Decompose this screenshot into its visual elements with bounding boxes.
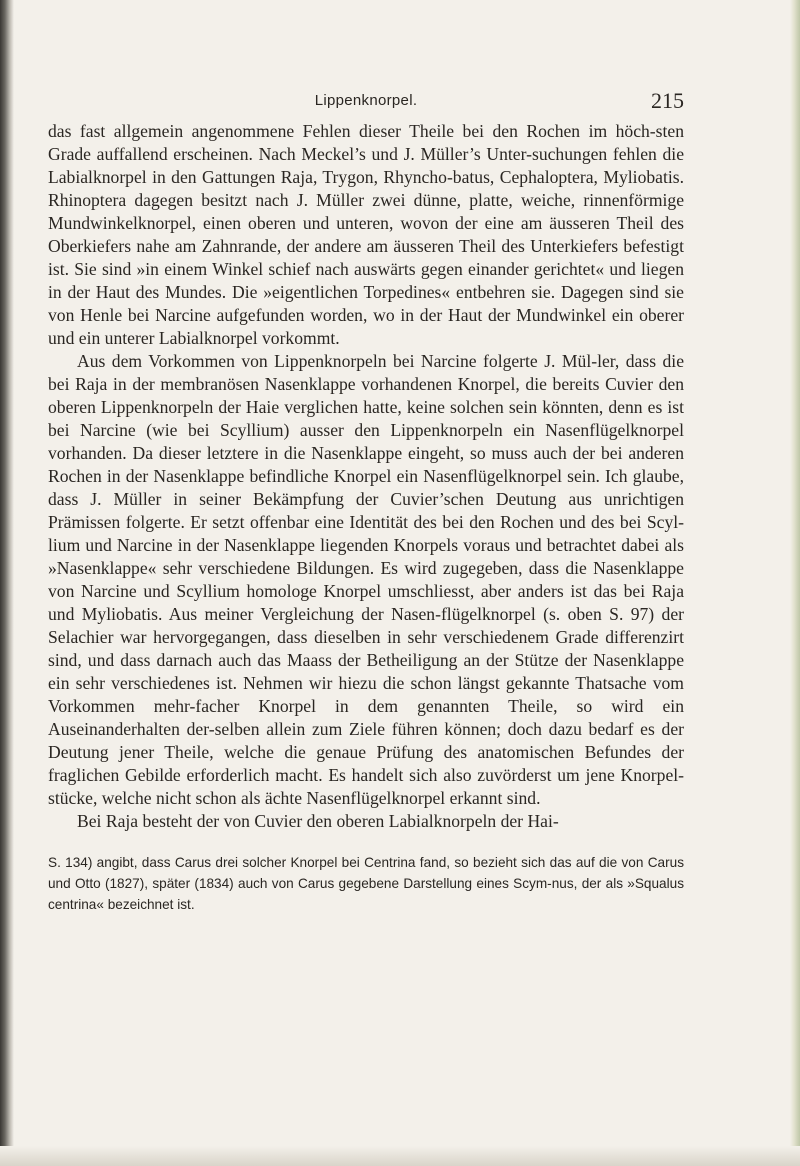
- page-number: 215: [651, 88, 684, 113]
- binding-shadow: [0, 0, 14, 1166]
- running-title: Lippenknorpel.: [314, 92, 418, 109]
- body-text: [48, 120, 684, 833]
- running-head: [48, 90, 684, 112]
- footnote: S. 134) angibt, dass Carus drei solcher Knorpel bei Centrina fand, so bezieht sich das auf die von Carus und Otto (1827), später (1834) auch von Carus gegebene Darstellung eines Scym-nus, der als »Squalus centrina« bezeichnet ist.: [48, 855, 684, 912]
- page-bottom-edge: [0, 1146, 800, 1166]
- paragraph: Aus dem Vorkommen von Lippenknorpeln bei Narcine folgerte J. Mül-ler, dass die bei Raja in der membranösen Nasenklappe vorhandenen Knorpel, die bereits Cuvier den oberen Lippenknorpeln der Haie verglichen hatte, keine solchen sein könnten, denn es ist bei Narcine (wie bei Scyllium) ausser den Lippenknorpeln ein Nasenflügelknorpel vorhanden. Da dieser letztere in die Nasenklappe eingeht, so muss auch der bei anderen Rochen in der Nasenklappe befindliche Knorpel ein Nasenflügelknorpel sein. Ich glaube, dass J. Müller in seiner Bekämpfung der Cuvier’schen Deutung aus unrichtigen Prämissen folgerte. Er setzt offenbar eine Identität des bei den Rochen und des bei Scyl-lium und Narcine in der Nasenklappe liegenden Knorpels voraus und betrachtet dabei als »Nasenklappe« sehr verschiedene Bildungen. Es wird zugegeben, dass die Nasenklappe von Narcine und Scyllium homologe Knorpel umschliesst, aber anders ist das bei Raja und Myliobatis. Aus meiner Vergleichung der Nasen-flügelknorpel (s. oben S. 97) der Selachier war hervorgegangen, dass dieselben in sehr verschiedenem Grade differenzirt sind, und dass darnach auch das Maass der Betheiligung an der Stütze der Nasenklappe ein sehr verschiedenes ist. Nehmen wir hiezu die schon längst gekannte Thatsache vom Vorkommen mehr-facher Knorpel in dem genannten Theile, so wird ein Auseinanderhalten der-selben allein zum Ziele führen können; doch dazu bedarf es der Deutung jener Theile, welche die genaue Prüfung des anatomischen Befundes der fraglichen Gebilde erforderlich macht. Es handelt sich also zuvörderst um jene Knorpel-stücke, welche nicht schon als ächte Nasenflügelknorpel erkannt sind.: [48, 351, 684, 808]
- paragraph: das fast allgemein angenommene Fehlen dieser Theile bei den Rochen im höch-sten Grade auffallend erscheinen. Nach Meckel’s und J. Müller’s Unter-suchungen fehlen die Labialknorpel in den Gattungen Raja, Trygon, Rhyncho-batus, Cephaloptera, Myliobatis. Rhinoptera dagegen besitzt nach J. Müller zwei dünne, platte, weiche, rinnenförmige Mundwinkelknorpel, einen oberen und unteren, wovon der eine am äusseren Theil des Oberkiefers nahe am Zahnrande, der andere am äusseren Theil des Unterkiefers befestigt ist. Sie sind »in einem Winkel schief nach auswärts gegen einander gerichtet« und liegen in der Haut des Mundes. Die »eigentlichen Torpedines« entbehren sie. Dagegen sind sie von Henle bei Narcine aufgefunden worden, wo in der Haut der Mundwinkel ein oberer und ein unterer Labialknorpel vorkommt.: [48, 121, 684, 348]
- page-edge: [790, 0, 800, 1166]
- paragraph: Bei Raja besteht der von Cuvier den oberen Labialknorpeln der Hai-: [77, 811, 559, 831]
